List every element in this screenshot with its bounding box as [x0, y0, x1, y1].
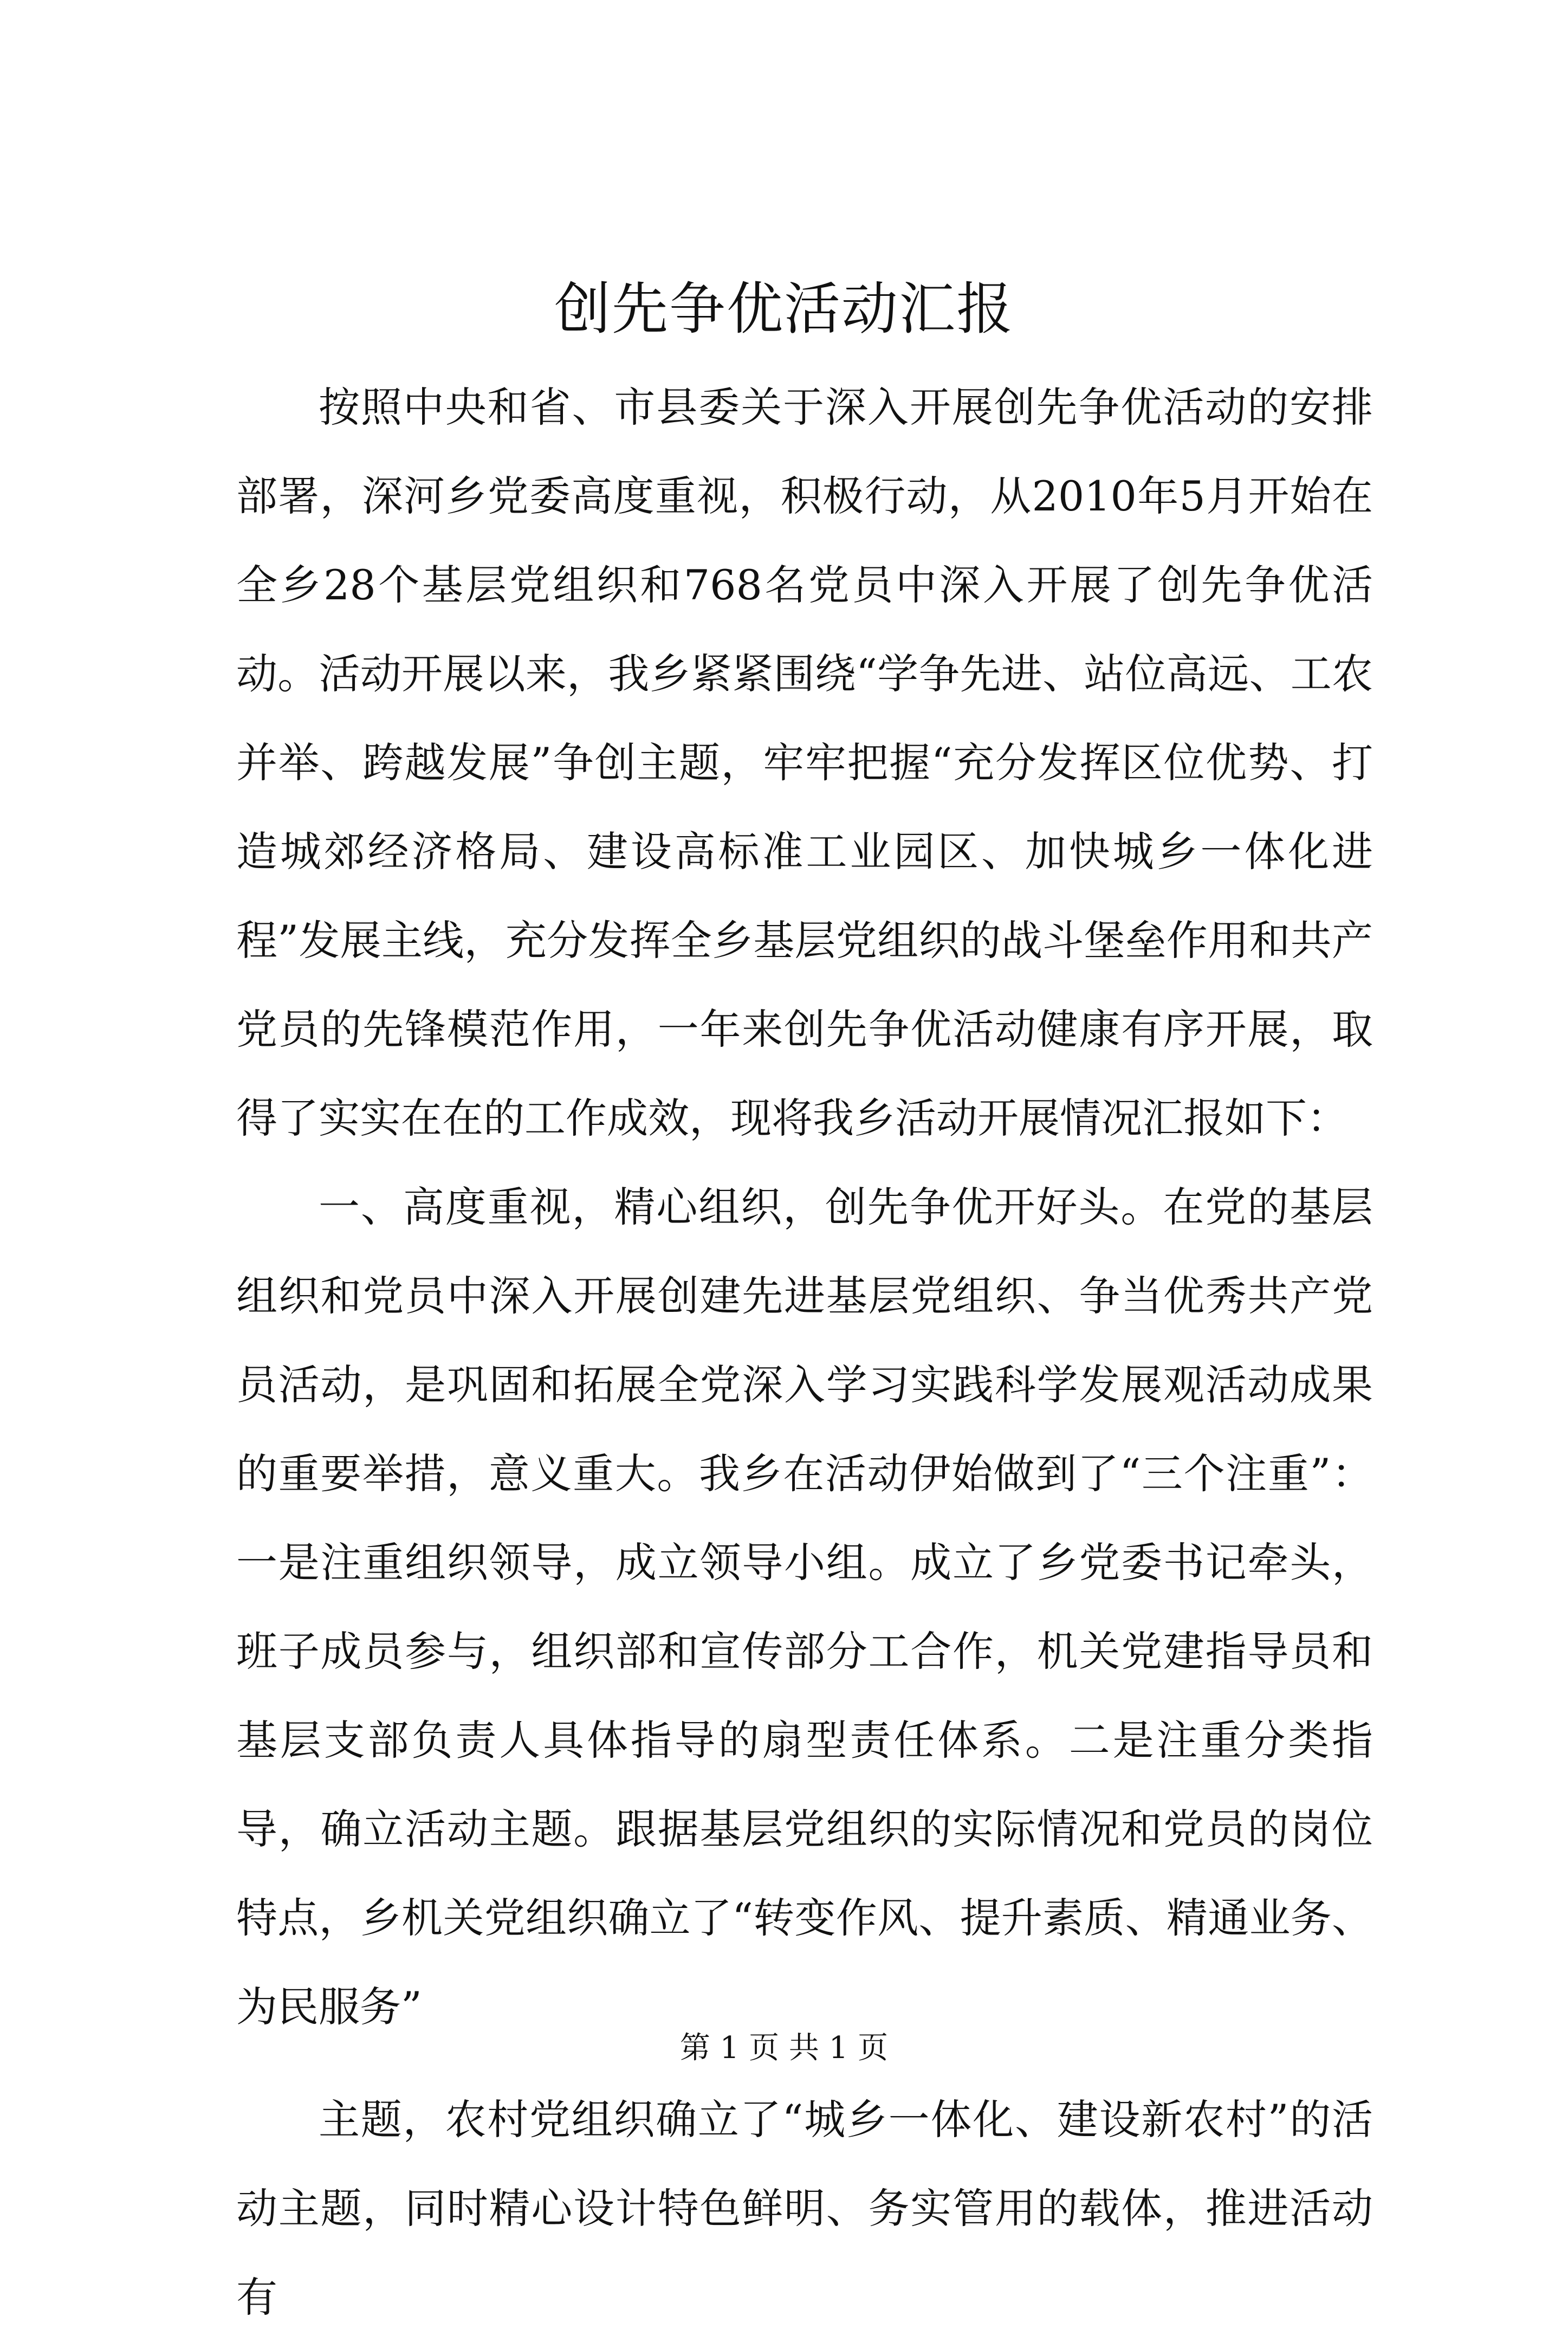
paragraph-intro: 按照中央和省、市县委关于深入开展创先争优活动的安排部署，深河乡党委高度重视，积极行动，从2010年5月开始在全乡28个基层党组织和768名党员中深入开展了创先争优活动。活动开展以来，我乡紧紧围绕“学争先进、站位高远、工农并举、跨越发展”争创主题，牢牢把握“充分发挥区位优势、打造城郊经济格局、建设高标准工业园区、加快城乡一体化进程”发展主线，充分发挥全乡基层党组织的战斗堡垒作用和共产党员的先锋模范作用，一年来创先争优活动健康有序开展，取得了实实在在的工作成效，现将我乡活动开展情况汇报如下：: [236, 383, 1373, 1142]
document-title: 创先争优活动汇报: [554, 276, 1014, 342]
page-footer: 第 1 页 共 1 页: [679, 2030, 889, 2066]
paragraph-continuation: 主题，农村党组织确立了“城乡一体化、建设新农村”的活动主题，同时精心设计特色鲜明、务实管用的载体，推进活动有: [236, 2095, 1373, 2321]
paragraph-section-one: 一、高度重视，精心组织，创先争优开好头。在党的基层组织和党员中深入开展创建先进基层党组织、争当优秀共产党员活动，是巩固和拓展全党深入学习实践科学发展观活动成果的重要举措，意义重大。我乡在活动伊始做到了“三个注重”：一是注重组织领导，成立领导小组。成立了乡党委书记牵头，班子成员参与，组织部和宣传部分工合作，机关党建指导员和基层支部负责人具体指导的扇型责任体系。二是注重分类指导，确立活动主题。跟据基层党组织的实际情况和党员的岗位特点，乡机关党组织确立了“转变作风、提升素质、精通业务、为民服务”: [236, 1183, 1373, 2031]
